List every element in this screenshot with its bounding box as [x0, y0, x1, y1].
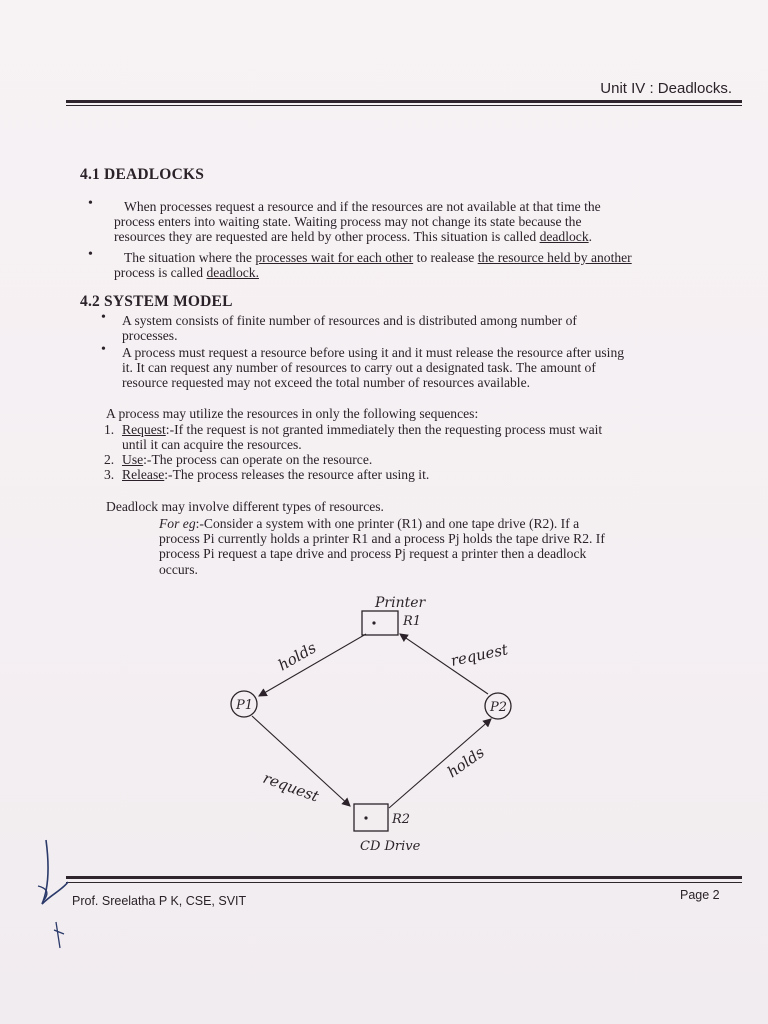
resource-r1-box: [362, 611, 398, 635]
deadlock-intro: Deadlock may involve different types of resources.: [106, 499, 384, 514]
underlined-phrase: processes wait for each other: [255, 250, 414, 265]
text-segment: .: [588, 229, 593, 245]
underlined-phrase: the resource held by another: [477, 250, 632, 265]
paragraph-example: [159, 516, 674, 577]
resource-r1-label: R1: [403, 614, 422, 629]
edge-label-holds: holds: [443, 743, 488, 782]
resource-r2-box: [354, 804, 388, 831]
bullet-dot: •: [101, 310, 106, 325]
text-line: A system consists of finite number of resources and is distributed among number of: [122, 313, 577, 328]
resource-r2-label: R2: [392, 812, 411, 827]
step-request: [122, 422, 674, 452]
resource-instance-dot: [372, 621, 375, 624]
text-line: [159, 516, 674, 531]
header-title: Unit IV : Deadlocks.: [600, 80, 732, 97]
paragraph-system-resources: [122, 313, 674, 343]
header-rule-thick: [66, 100, 742, 103]
text-line: resource requested may not exceed the total number of resources available.: [122, 375, 531, 391]
example-lead: For eg: [159, 516, 196, 531]
sequence-intro: A process may utilize the resources in only the following sequences:: [106, 406, 479, 421]
paragraph-deadlock-situation: [114, 250, 684, 280]
step-use: [122, 452, 674, 467]
cd-drive-caption: CD Drive: [360, 839, 421, 854]
resource-allocation-diagram: [200, 586, 560, 856]
text-segment: :-The process releases the resource after using it.: [164, 467, 430, 482]
text-line: A process must request a resource before using it and it must release the resource after using: [122, 345, 625, 360]
text-line: occurs.: [159, 561, 198, 577]
text-line: [114, 265, 684, 280]
process-p1-label: P1: [236, 698, 254, 713]
resource-instance-dot: [364, 816, 367, 819]
term-deadlock: deadlock.: [206, 265, 259, 281]
edge-label-holds: holds: [275, 638, 320, 675]
text-segment: process is called: [114, 265, 204, 281]
text-line: process enters into waiting state. Waiting process may not change its state because the: [114, 214, 582, 230]
text-line: until it can acquire the resources.: [122, 437, 302, 453]
section-heading-system-model: 4.2 SYSTEM MODEL: [80, 293, 233, 310]
text-segment: :-Consider a system with one printer (R1) and one tape drive (R2). If a: [195, 516, 580, 531]
term-request: Request: [122, 422, 166, 437]
printer-caption: Printer: [375, 595, 426, 611]
step-release: [122, 467, 674, 482]
text-segment: The situation where the: [124, 250, 252, 265]
term-use: Use: [122, 452, 144, 467]
term-release: Release: [122, 467, 165, 482]
text-line: [122, 422, 674, 437]
text-line: When processes request a resource and if the resources are not available at that time the: [124, 199, 601, 214]
step-number: 3.: [104, 467, 115, 482]
paragraph-request-release: [122, 345, 674, 391]
step-number: 2.: [104, 452, 115, 467]
footer-author: Prof. Sreelatha P K, CSE, SVIT: [72, 894, 247, 908]
text-segment: :-The process can operate on the resource.: [143, 452, 373, 467]
step-number: 1.: [104, 422, 115, 437]
text-line: process Pi request a tape drive and process Pj request a printer then a deadlock: [159, 546, 587, 562]
text-segment: :-If the request is not granted immediately then the requesting process must wait: [165, 422, 603, 437]
margin-pen-mark: [28, 830, 78, 950]
bullet-dot: •: [88, 196, 93, 211]
edge-label-request: request: [260, 768, 322, 806]
bullet-dot: •: [88, 247, 93, 262]
text-line: [114, 250, 684, 265]
text-line: it. It can request any number of resources to carry out a designated task. The amount of: [122, 360, 596, 376]
text-segment: to realease: [416, 250, 475, 265]
section-heading-deadlocks: 4.1 DEADLOCKS: [80, 166, 205, 183]
edge-label-request: request: [449, 640, 510, 670]
text-line: [114, 229, 674, 244]
term-deadlock: deadlock: [539, 229, 589, 245]
process-p2-label: P2: [490, 700, 508, 715]
text-line: processes.: [122, 328, 178, 344]
paragraph-deadlock-definition: [114, 199, 674, 245]
header-rule-thin: [66, 105, 742, 106]
text-line: process Pi currently holds a printer R1 and a process Pj holds the tape drive R2. If: [159, 531, 605, 547]
footer-rule-thin: [66, 882, 742, 883]
bullet-dot: •: [101, 342, 106, 357]
footer-page-number: Page 2: [680, 888, 720, 902]
text-segment: resources they are requested are held by other process. This situation is called: [114, 229, 537, 245]
footer-rule-thick: [66, 876, 742, 879]
